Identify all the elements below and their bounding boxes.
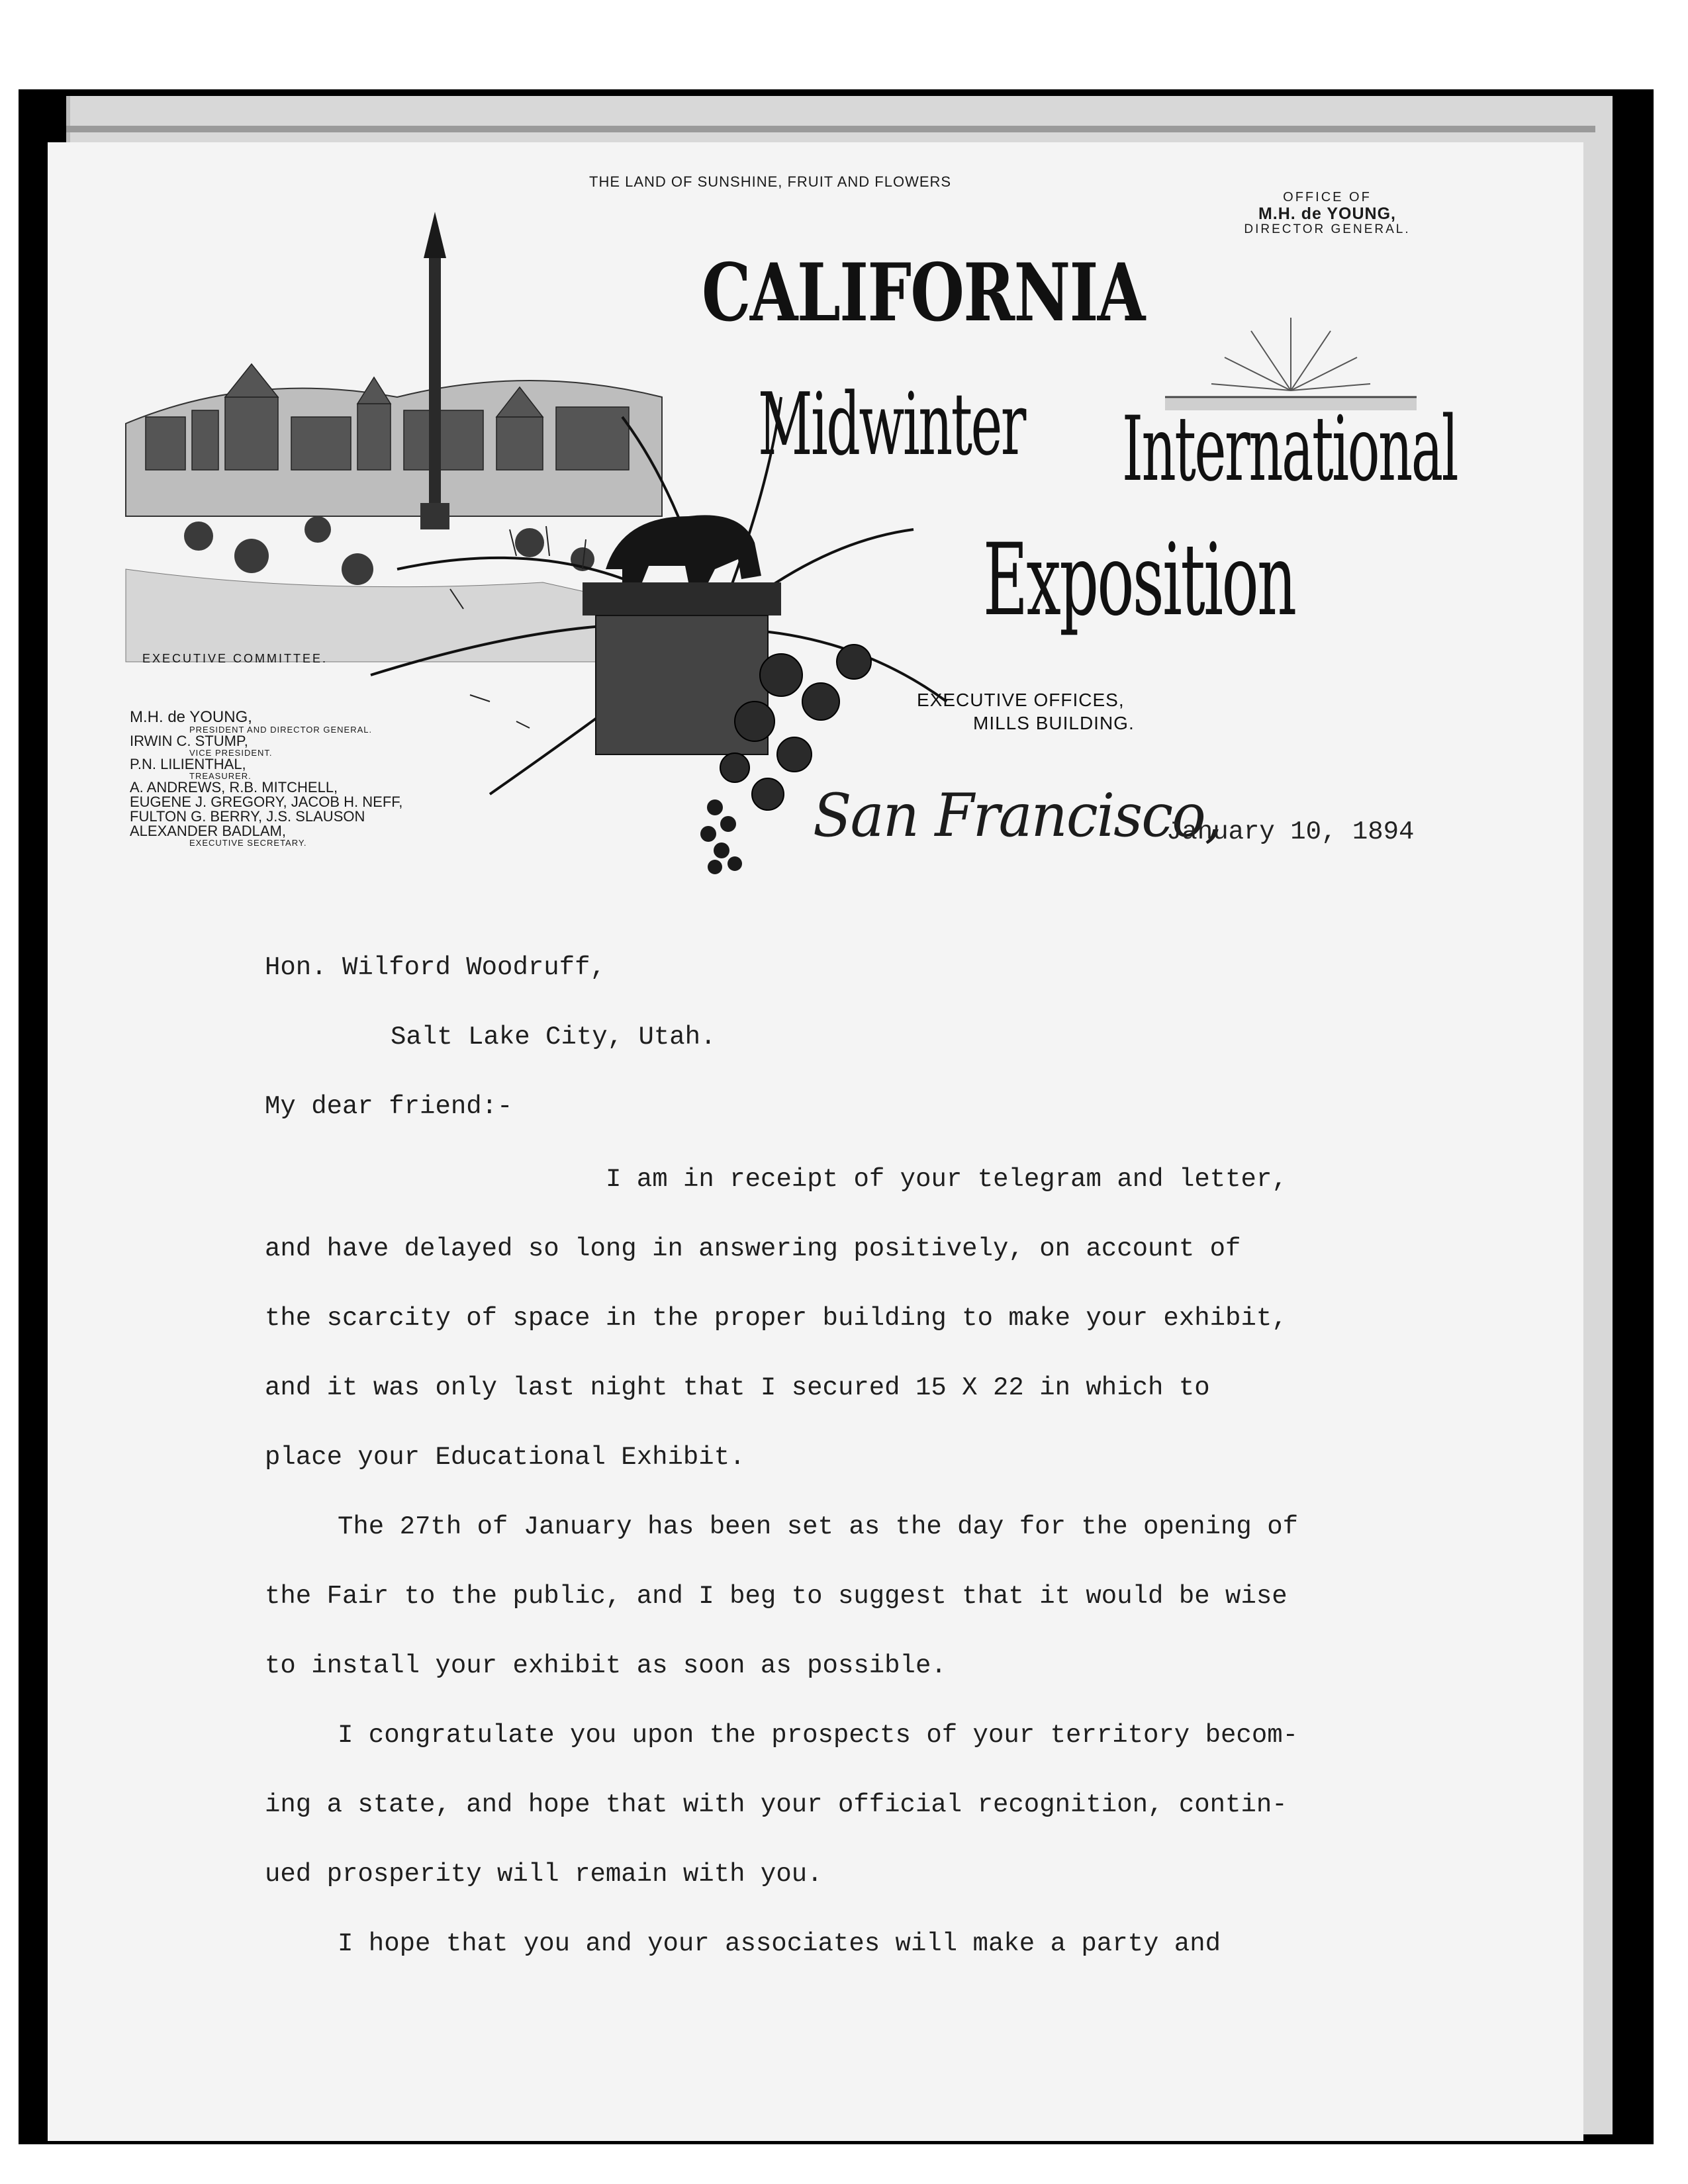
- body-line: I congratulate you upon the prospects of your territory becom-: [338, 1721, 1299, 1750]
- committee-role: PRESIDENT AND DIRECTOR GENERAL.: [189, 725, 373, 735]
- body-line: I am in receipt of your telegram and letter,: [606, 1165, 1288, 1194]
- body-line: The 27th of January has been set as the day for the opening of: [338, 1512, 1299, 1541]
- committee-role: VICE PRESIDENT.: [189, 748, 273, 758]
- committee-list: [130, 709, 402, 847]
- committee-name: ALEXANDER BADLAM,: [130, 823, 286, 839]
- committee-name: EUGENE J. GREGORY, JACOB H. NEFF,: [130, 794, 403, 810]
- committee-role: EXECUTIVE SECRETARY.: [189, 838, 307, 848]
- committee-role: TREASURER.: [189, 771, 252, 781]
- office-line-3: DIRECTOR GENERAL.: [1244, 222, 1411, 236]
- committee-name: P.N. LILIENTHAL,: [130, 756, 246, 772]
- office-line-2: M.H. de YOUNG,: [1258, 204, 1396, 223]
- office-block: [1218, 191, 1436, 236]
- body-line: and have delayed so long in answering positively, on account of: [265, 1234, 1241, 1263]
- body-line: ing a state, and hope that with your official recognition, contin-: [265, 1790, 1288, 1819]
- committee-name: A. ANDREWS, R.B. MITCHELL,: [130, 779, 338, 796]
- letter-date: January 10, 1894: [1166, 817, 1415, 846]
- body-line: ued prosperity will remain with you.: [265, 1860, 823, 1889]
- committee-name: IRWIN C. STUMP,: [130, 733, 248, 749]
- executive-offices-line-1: EXECUTIVE OFFICES,: [917, 690, 1125, 710]
- body-line: I hope that you and your associates will make a party and: [338, 1929, 1221, 1958]
- executive-offices: [917, 688, 1135, 735]
- city-script: San Francisco,: [813, 781, 1222, 850]
- body-line: the Fair to the public, and I beg to suggest that it would be wise: [265, 1582, 1288, 1611]
- salutation: My dear friend:-: [265, 1092, 513, 1121]
- executive-offices-line-2: MILLS BUILDING.: [973, 713, 1135, 733]
- letterhead-tagline: THE LAND OF SUNSHINE, FRUIT AND FLOWERS: [589, 173, 952, 190]
- body-line: and it was only last night that I secured 15 X 22 in which to: [265, 1373, 1210, 1402]
- executive-committee-label: EXECUTIVE COMMITTEE.: [142, 652, 328, 665]
- body-line: the scarcity of space in the proper building to make your exhibit,: [265, 1304, 1288, 1333]
- title-midwinter: Midwinter: [758, 374, 1025, 475]
- title-exposition: Exposition: [983, 523, 1295, 638]
- title-california: CALIFORNIA: [702, 246, 1145, 340]
- recipient-name: Hon. Wilford Woodruff,: [265, 953, 606, 982]
- page-edge: [66, 126, 1595, 132]
- committee-name: FULTON G. BERRY, J.S. SLAUSON: [130, 808, 365, 825]
- sunrise-ornament: [1165, 278, 1417, 410]
- title-international: International: [1122, 397, 1458, 501]
- body-line: to install your exhibit as soon as possible.: [265, 1651, 947, 1680]
- body-line: place your Educational Exhibit.: [265, 1443, 745, 1472]
- office-line-1: OFFICE OF: [1283, 190, 1372, 205]
- recipient-address: Salt Lake City, Utah.: [391, 1023, 716, 1052]
- committee-name: M.H. de YOUNG,: [130, 708, 252, 726]
